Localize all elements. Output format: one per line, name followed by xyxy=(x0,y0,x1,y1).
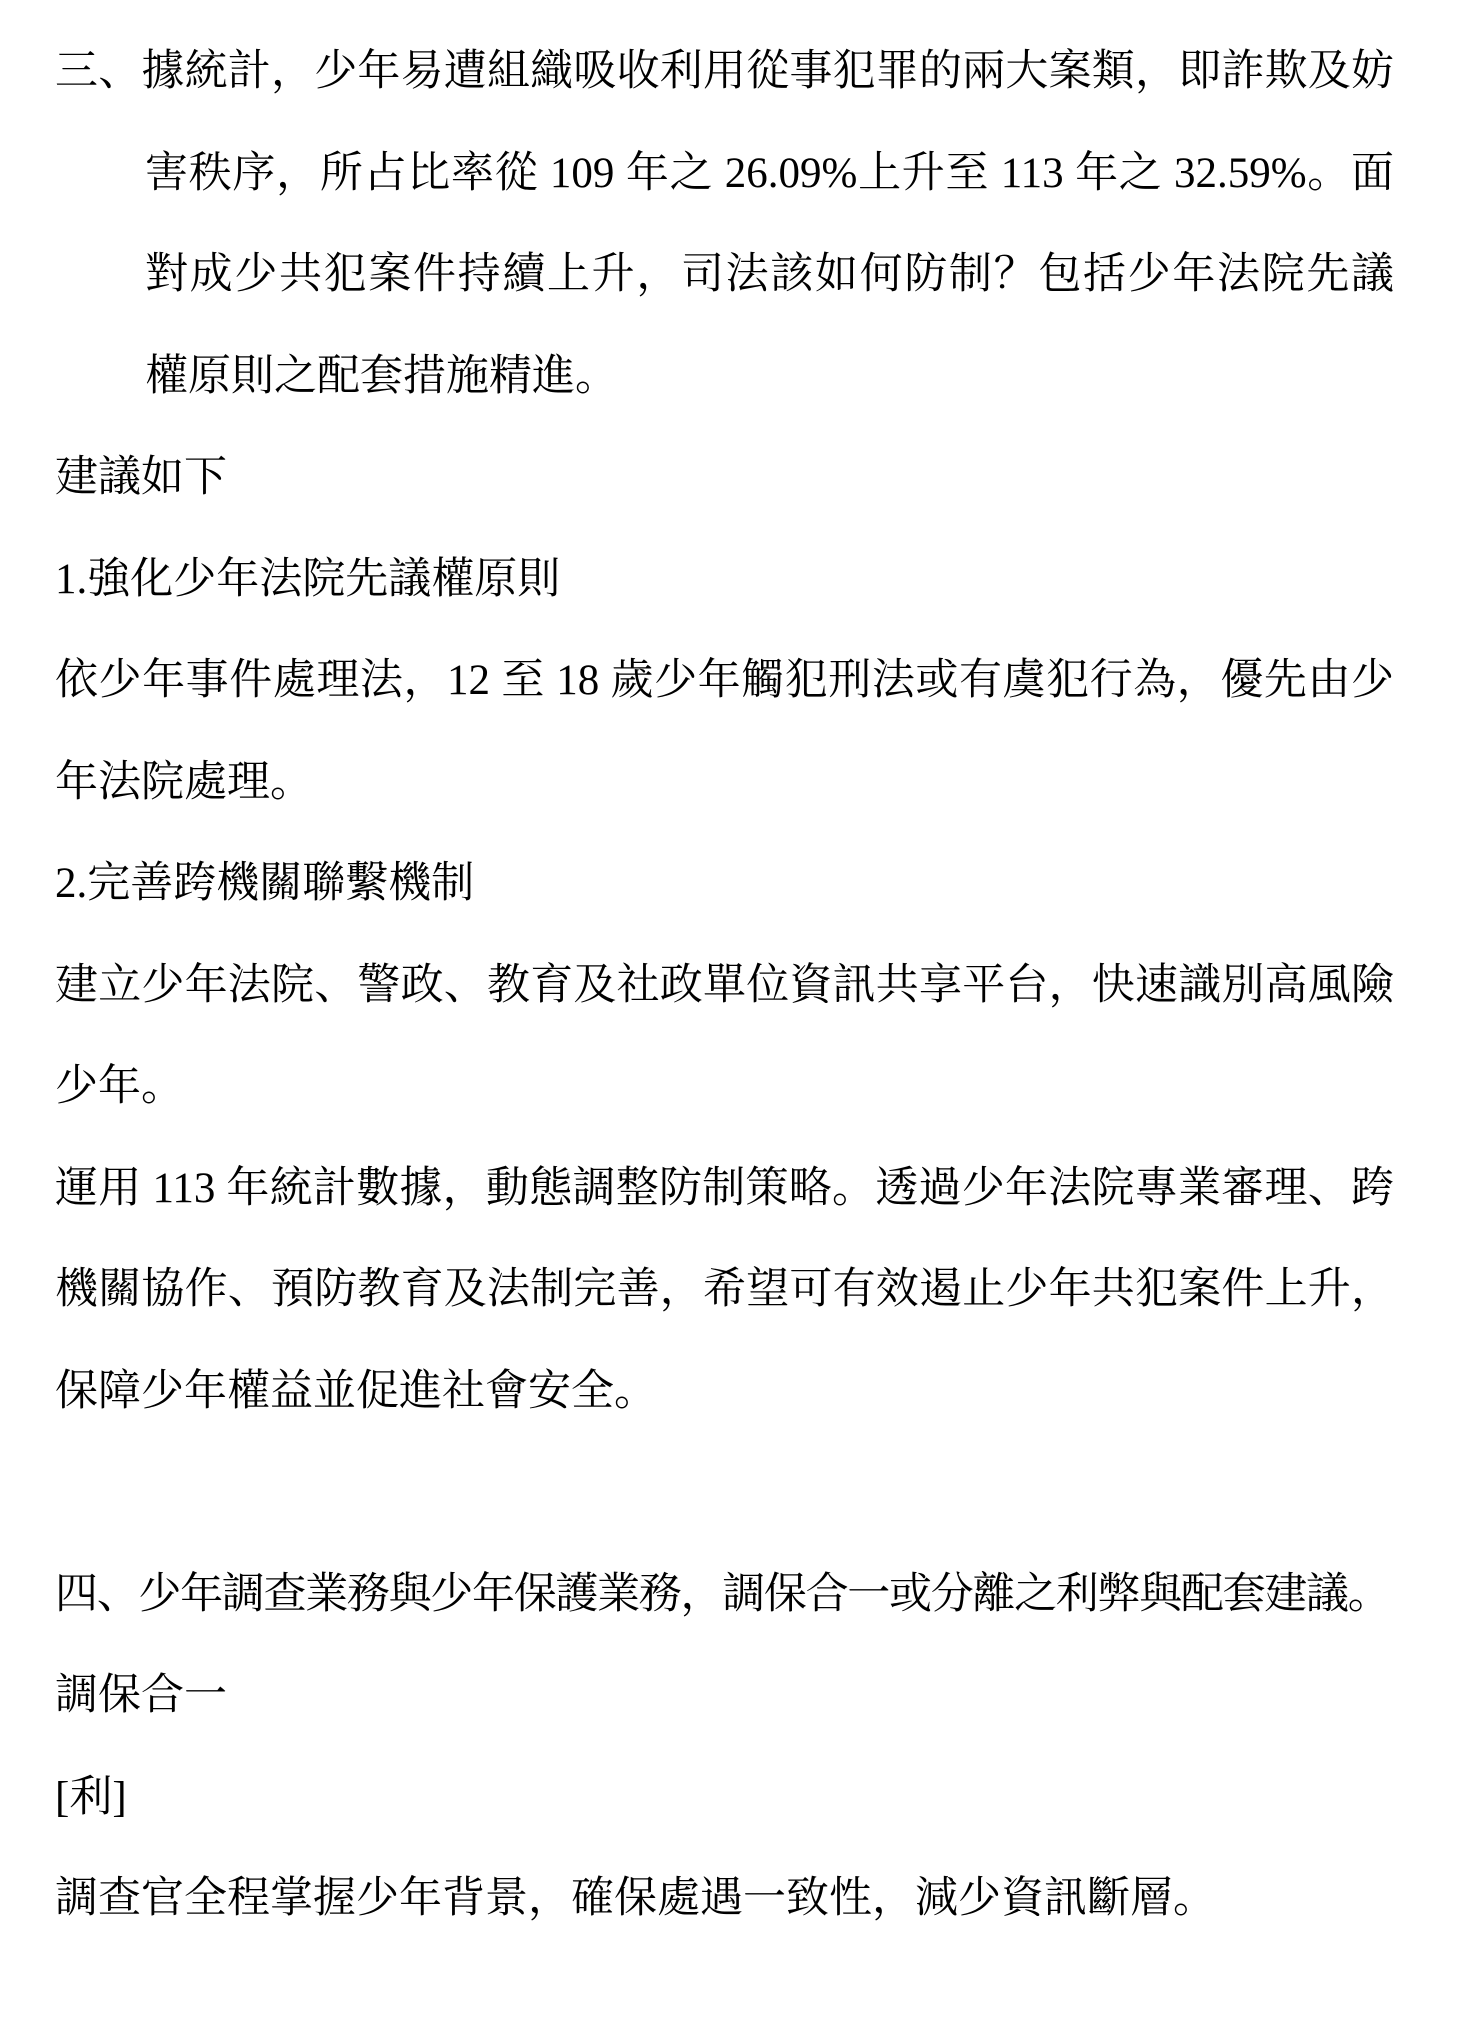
text-line: 三、據統計，少年易遭組織吸收利用從事犯罪的兩大案類，即詐欺及妨 xyxy=(55,48,1394,95)
text-line: 對成少共犯案件持續上升，司法該如何防制？包括少年法院先議 xyxy=(145,251,1394,298)
text-line: 調保合一 xyxy=(55,1672,227,1719)
text-line: 年法院處理。 xyxy=(55,758,313,806)
text-line: [利] xyxy=(55,1773,127,1821)
text-line: 建立少年法院、警政、教育及社政單位資訊共享平台，快速識別高風險 xyxy=(55,961,1394,1009)
text-line: 建議如下 xyxy=(55,454,227,501)
text-line: 機關協作、預防教育及法制完善，希望可有效遏止少年共犯案件上升， xyxy=(55,1266,1394,1313)
text-line: 四、少年調查業務與少年保護業務，調保合一或分離之利弊與配套建議。 xyxy=(55,1570,1390,1618)
blank-line xyxy=(55,1442,1394,1544)
document-body xyxy=(55,21,1394,1950)
text-line: 少年。 xyxy=(55,1063,184,1110)
text-line: 權原則之配套措施精進。 xyxy=(145,352,618,400)
text-line: 2.完善跨機關聯繫機制 xyxy=(55,860,475,907)
text-line: 害秩序，所占比率從 109 年之 26.09%上升至 113 年之 32.59%。面 xyxy=(145,149,1394,197)
text-line: 運用 113 年統計數據，動態調整防制策略。透過少年法院專業審理、跨 xyxy=(55,1164,1394,1212)
text-line: 依少年事件處理法，12 至 18 歲少年觸犯刑法或有虞犯行為，優先由少 xyxy=(55,657,1394,704)
text-line: 1.強化少年法院先議權原則 xyxy=(55,555,561,603)
text-line: 調查官全程掌握少年背景，確保處遇一致性，減少資訊斷層。 xyxy=(55,1875,1216,1922)
text-line: 保障少年權益並促進社會安全。 xyxy=(55,1367,657,1415)
